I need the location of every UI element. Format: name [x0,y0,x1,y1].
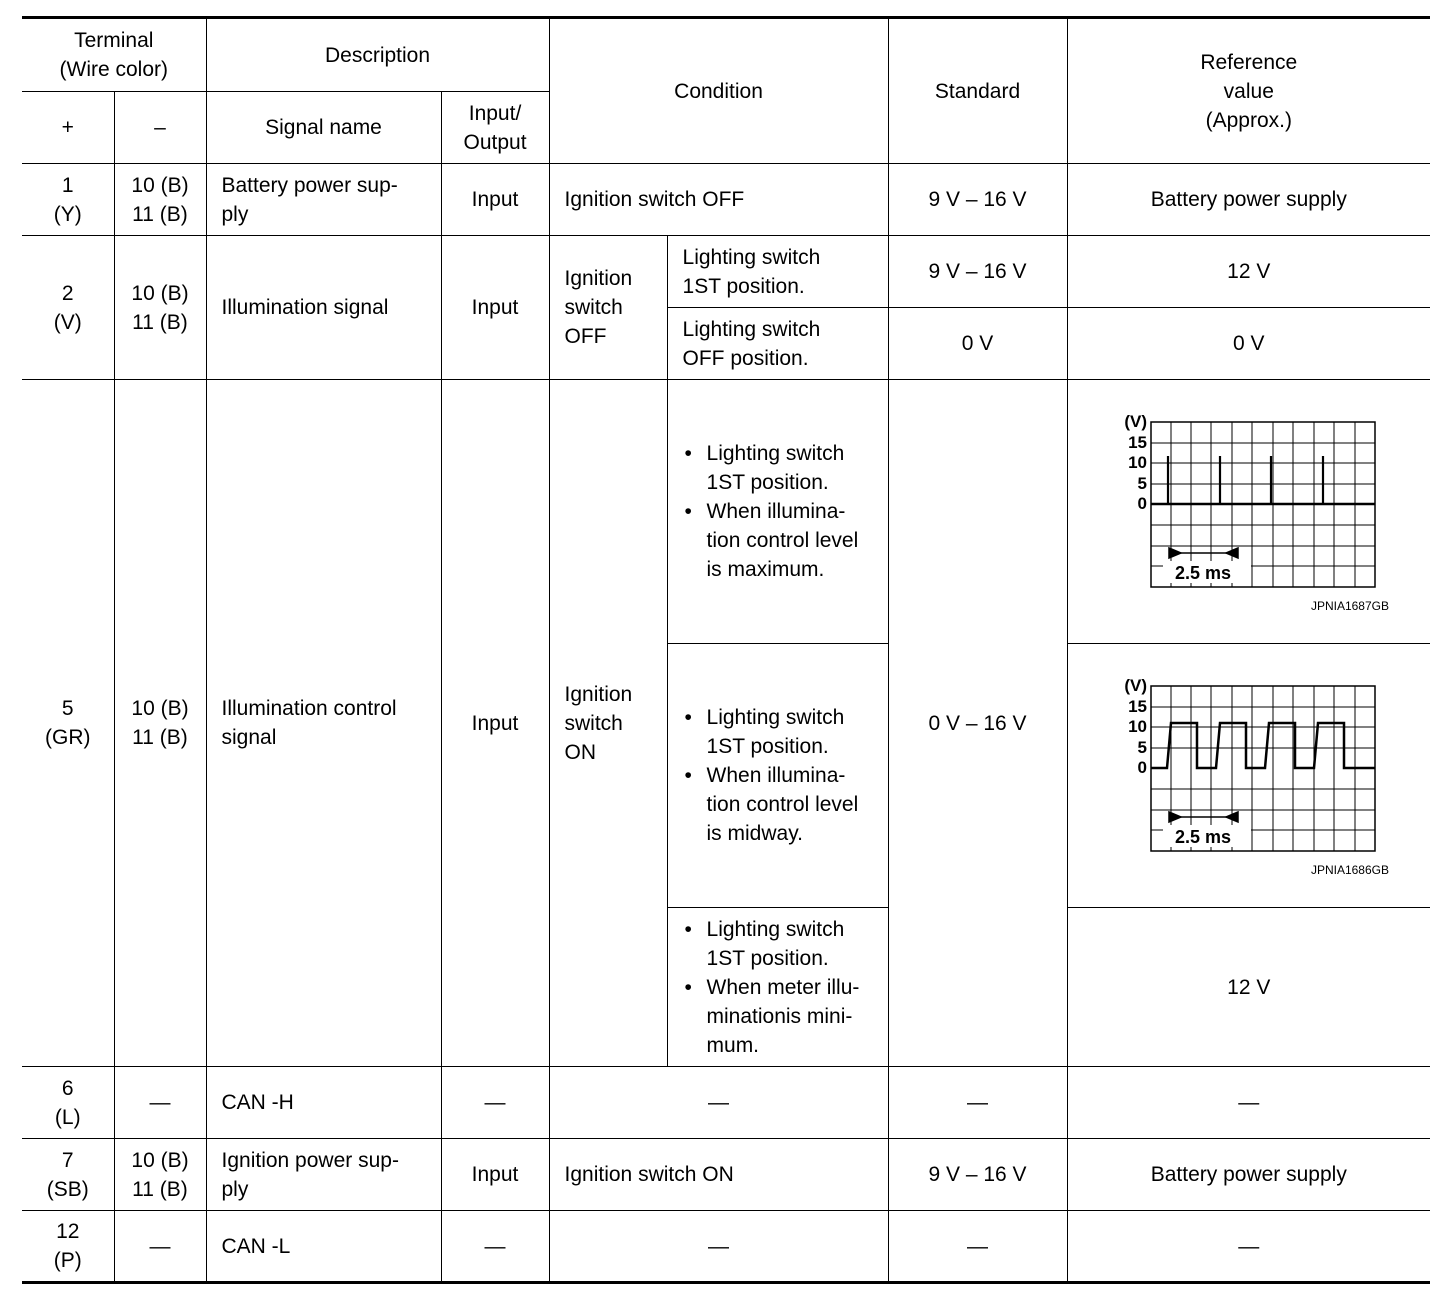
reference-value: Battery power supply [1067,164,1430,236]
terminal-reference-table [22,16,1430,1284]
graph-tick: 10 [1127,452,1147,472]
graph-tick: 15 [1127,696,1147,716]
terminal-minus: 10 (B) 11 (B) [114,236,206,380]
standard: 9 V – 16 V [888,164,1067,236]
condition: — [549,1067,888,1139]
header-signal-name: Signal name [206,92,441,164]
condition: Ignition switch OFF [549,164,888,236]
header-reference-value: Reference value (Approx.) [1067,18,1430,164]
figure-code: JPNIA1687GB [1310,598,1389,613]
terminal-plus: 5 (GR) [22,380,114,1067]
signal-name: CAN -L [206,1211,441,1283]
graph-unit: (V) [1124,675,1147,695]
input-output: Input [441,380,549,1067]
table-row [22,1067,1430,1139]
table-row [22,1211,1430,1283]
terminal-plus: 1 (Y) [22,164,114,236]
standard: 9 V – 16 V [888,1139,1067,1211]
table-row [22,1139,1430,1211]
terminal-minus: 10 (B) 11 (B) [114,380,206,1067]
input-output: — [441,1067,549,1139]
graph-tick: 5 [1137,473,1147,493]
signal-name: Illumination control signal [206,380,441,1067]
terminal-minus: 10 (B) 11 (B) [114,1139,206,1211]
signal-name: CAN -H [206,1067,441,1139]
terminal-plus: 2 (V) [22,236,114,380]
standard: — [888,1067,1067,1139]
figure-code: JPNIA1686GB [1310,862,1389,877]
condition: Ignition switch ON [549,1139,888,1211]
condition-main: Ignition switch OFF [549,236,667,380]
input-output: Input [441,164,549,236]
condition-main: Ignition switch ON [549,380,667,1067]
signal-name: Illumination signal [206,236,441,380]
condition-bullet: • When illumina- tion control level is maximum. [683,497,880,584]
condition-sub: Lighting switch OFF position. [667,308,888,380]
graph-tick: 10 [1127,716,1147,736]
reference-value: 12 V [1067,908,1430,1067]
table-row [22,236,1430,308]
reference-value: — [1067,1211,1430,1283]
graph-tick: 0 [1137,493,1147,513]
condition-sub [667,908,888,1067]
terminal-minus: — [114,1067,206,1139]
header-description: Description [206,18,549,92]
standard: 9 V – 16 V [888,236,1067,308]
condition-bullet: • Lighting switch 1ST position. [683,915,880,973]
reference-waveform-max [1067,380,1430,644]
graph-time-label: 2.5 ms [1174,826,1231,847]
reference-value: — [1067,1067,1430,1139]
condition-sub [667,380,888,644]
terminal-plus: 6 (L) [22,1067,114,1139]
input-output: Input [441,236,549,380]
graph-tick: 5 [1137,737,1147,757]
standard: 0 V [888,308,1067,380]
header-input-output: Input/ Output [441,92,549,164]
header-condition: Condition [549,18,888,164]
waveform-graph-max [1099,407,1399,617]
header-plus: + [22,92,114,164]
condition-bullet: • Lighting switch 1ST position. [683,703,880,761]
terminal-plus: 12 (P) [22,1211,114,1283]
condition-bullet: • When illumina- tion control level is midway. [683,761,880,848]
condition-sub [667,644,888,908]
signal-name: Battery power sup- ply [206,164,441,236]
graph-unit: (V) [1124,411,1147,431]
standard: — [888,1211,1067,1283]
table-row [22,380,1430,644]
reference-value: Battery power supply [1067,1139,1430,1211]
terminal-plus: 7 (SB) [22,1139,114,1211]
condition-sub: Lighting switch 1ST position. [667,236,888,308]
graph-tick: 0 [1137,757,1147,777]
input-output: Input [441,1139,549,1211]
header-minus: – [114,92,206,164]
reference-value: 12 V [1067,236,1430,308]
header-standard: Standard [888,18,1067,164]
waveform-graph-mid [1099,671,1399,881]
standard: 0 V – 16 V [888,380,1067,1067]
table-row [22,164,1430,236]
input-output: — [441,1211,549,1283]
condition-bullet: • Lighting switch 1ST position. [683,439,880,497]
condition: — [549,1211,888,1283]
graph-time-label: 2.5 ms [1174,562,1231,583]
graph-tick: 15 [1127,432,1147,452]
reference-waveform-mid [1067,644,1430,908]
signal-name: Ignition power sup- ply [206,1139,441,1211]
terminal-minus: 10 (B) 11 (B) [114,164,206,236]
reference-value: 0 V [1067,308,1430,380]
terminal-minus: — [114,1211,206,1283]
condition-bullet: • When meter illu- minationis mini- mum. [683,973,880,1060]
header-terminal: Terminal (Wire color) [22,18,206,92]
